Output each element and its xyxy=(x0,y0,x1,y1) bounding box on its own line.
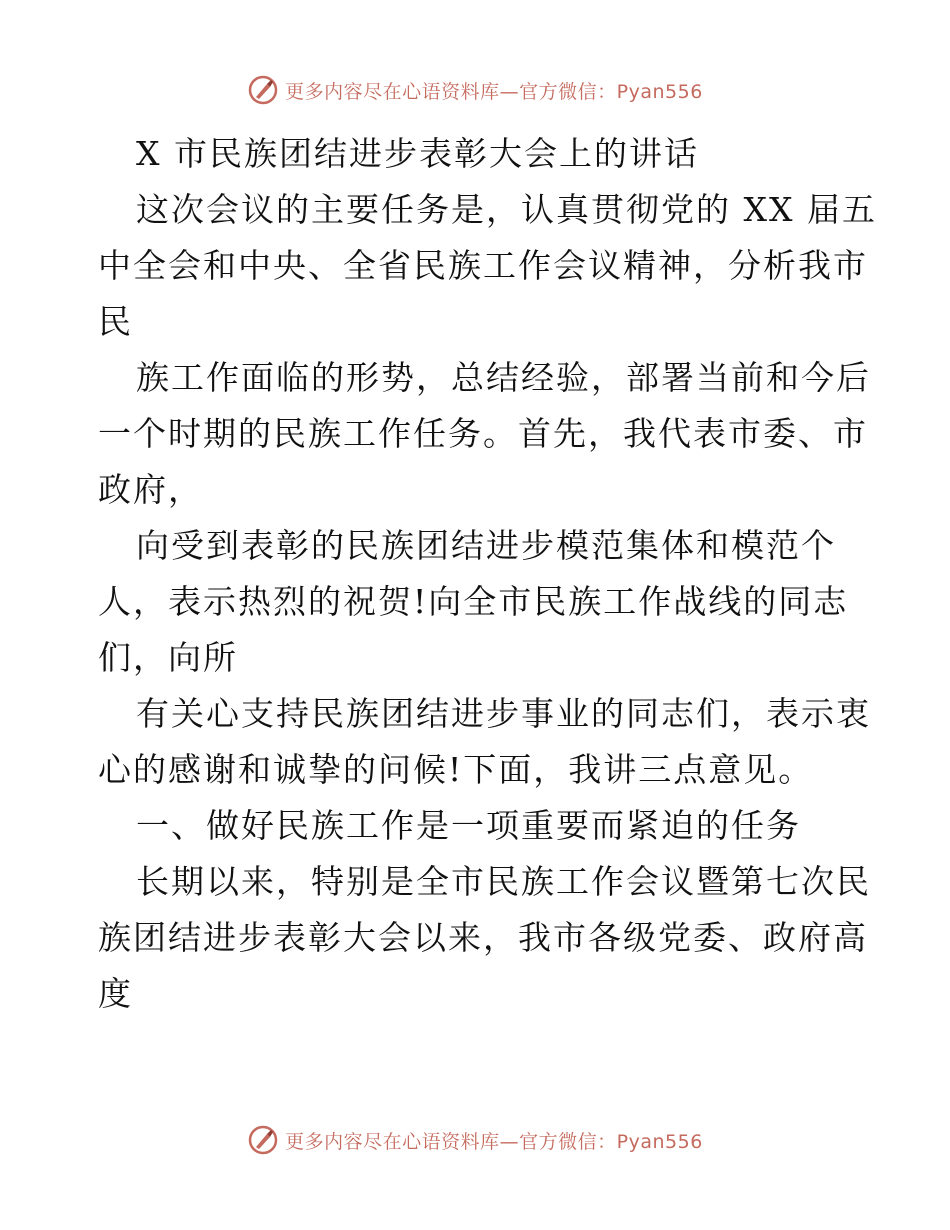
text-line: 长期以来，特别是全市民族工作会议暨第七次民 xyxy=(136,862,871,901)
watermark-text: 更多内容尽在心语资料库—官方微信：Pyan556 xyxy=(285,80,703,103)
document-body xyxy=(98,126,877,1022)
document-title: X 市民族团结进步表彰大会上的讲话 xyxy=(136,134,699,173)
text-line: 向受到表彰的民族团结进步模范集体和模范个 xyxy=(136,526,836,565)
text-line: 中全会和中央、全省民族工作会议精神，分析我市 xyxy=(98,246,868,285)
text-line: 族工作面临的形势，总结经验，部署当前和今后 xyxy=(136,358,871,397)
text-line: 政府， xyxy=(98,470,203,509)
text-line: 有关心支持民族团结进步事业的同志们，表示衷 xyxy=(136,694,871,733)
watermark-text: 更多内容尽在心语资料库—官方微信：Pyan556 xyxy=(285,1130,703,1153)
text-line: 们，向所 xyxy=(98,638,238,677)
text-line: 一个时期的民族工作任务。首先，我代表市委、市 xyxy=(98,414,868,453)
section-heading: 一、做好民族工作是一项重要而紧迫的任务 xyxy=(136,806,801,845)
text-line: 度 xyxy=(98,974,133,1013)
text-line: 民 xyxy=(98,302,133,341)
pen-circle-icon xyxy=(247,1124,279,1156)
text-line: 族团结进步表彰大会以来，我市各级党委、政府高 xyxy=(98,918,868,957)
header-watermark xyxy=(0,72,950,108)
text-line: 这次会议的主要任务是，认真贯彻党的 XX 届五 xyxy=(136,190,877,229)
footer-watermark xyxy=(0,1122,950,1158)
text-line: 人，表示热烈的祝贺!向全市民族工作战线的同志 xyxy=(98,582,849,621)
pen-circle-icon xyxy=(247,74,279,106)
text-line: 心的感谢和诚挚的问候!下面，我讲三点意见。 xyxy=(98,750,814,789)
